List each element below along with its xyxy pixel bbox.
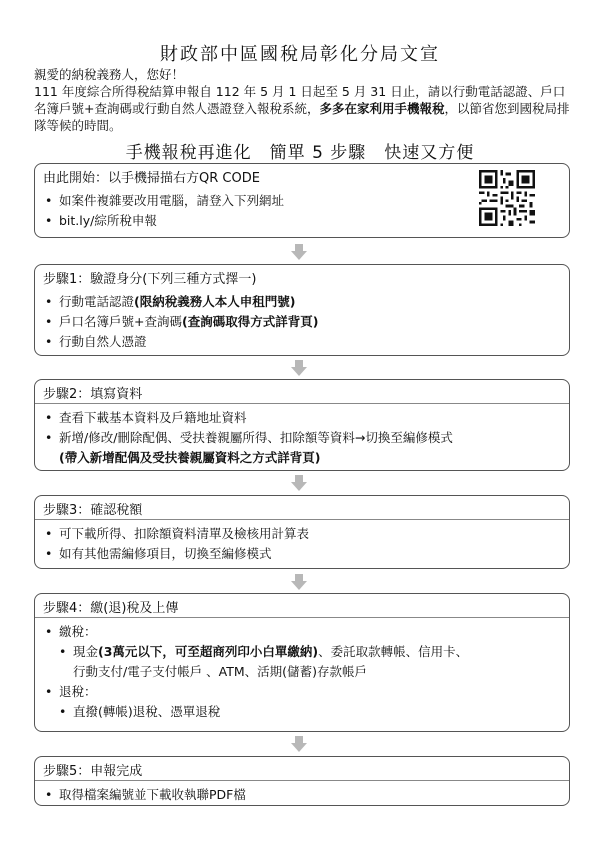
- step2-list: [35, 404, 569, 468]
- down-arrow-icon: [291, 574, 307, 590]
- list-item: • 查看下載基本資料及戶籍地址資料: [45, 408, 569, 428]
- down-arrow-icon: [291, 475, 307, 491]
- step4-list: [35, 618, 569, 722]
- headline: 手機報稅再進化 簡單 5 步驟 快速又方便: [125, 143, 475, 163]
- step2-heading: 步驟2：填寫資料: [43, 387, 143, 402]
- start-box: [34, 163, 570, 238]
- list-item: • 如有其他需編修項目，切換至編修模式: [45, 544, 569, 564]
- list-item[interactable]: • bit.ly/綜所稅申報: [45, 211, 569, 231]
- step3-list: [35, 520, 569, 564]
- list-item: • 繳稅：: [45, 622, 569, 642]
- list-item: • 退稅：: [45, 682, 569, 702]
- item-text: 現金: [73, 644, 99, 659]
- step3-box: [34, 495, 570, 569]
- down-arrow-icon: [291, 360, 307, 376]
- greeting: 親愛的納稅義務人，您好！: [34, 67, 185, 82]
- step5-list: [35, 781, 569, 805]
- step1-list: [35, 288, 569, 352]
- item-text: 戶口名簿戶號+查詢碼: [59, 314, 182, 329]
- step1-box: [34, 264, 570, 356]
- intro-body: [34, 83, 574, 134]
- list-item: • 新增/修改/刪除配偶、受扶養親屬所得、扣除額等資料→切換至編修模式: [45, 428, 569, 448]
- down-arrow-icon: [291, 736, 307, 752]
- step3-heading: 步驟3：確認稅額: [43, 503, 143, 518]
- item-bold: (限納稅義務人本人申租門號): [134, 294, 296, 309]
- list-item: [45, 312, 569, 332]
- list-item: • 如案件複雜要改用電腦，請登入下列網址: [45, 191, 569, 211]
- intro-body-bold: 多多在家利用手機報稅: [319, 101, 445, 116]
- list-item: [45, 292, 569, 312]
- list-item: • 行動自然人憑證: [45, 332, 569, 352]
- step4-heading: 步驟4：繳(退)稅及上傳: [43, 601, 179, 616]
- list-item-continuation: 行動支付/電子支付帳戶 、ATM、活期(儲蓄)存款帳戶: [73, 664, 367, 679]
- qr-code-icon[interactable]: [479, 170, 535, 226]
- step5-heading: 步驟5：申報完成: [43, 764, 143, 779]
- intro-body-text: 111 年度綜合所得稅結算申報自 112 年 5 月 1 日起至 5 月 31 日止，請以行動電話認證、戶口名簿戶號+查詢碼或行動自然人憑證登入報稅系統，: [34, 84, 566, 116]
- list-item-sub: • 直撥(轉帳)退稅、憑單退稅: [45, 702, 569, 722]
- down-arrow-icon: [291, 244, 307, 260]
- list-item-sub: [45, 642, 569, 662]
- step4-box: [34, 593, 570, 732]
- item-text: 行動電話認證: [59, 294, 135, 309]
- item-bold: (3萬元以下，可至超商列印小白單繳納): [98, 644, 319, 659]
- intro-body-text-end: ，以節省您到國稅局排隊等候的時間。: [34, 101, 570, 133]
- step5-box: [34, 756, 570, 806]
- step2-box: [34, 379, 570, 471]
- intro-paragraph: [34, 66, 574, 134]
- list-item-continuation: (帶入新增配偶及受扶養親屬資料之方式詳背頁): [59, 450, 321, 465]
- page-title: 財政部中區國稅局彰化分局文宣: [160, 44, 440, 65]
- list-item: • 取得檔案編號並下載收執聯PDF檔: [45, 785, 569, 805]
- item-bold: (查詢碼取得方式詳背頁): [181, 314, 319, 329]
- item-text: 、委託取款轉帳、信用卡、: [318, 644, 469, 659]
- start-heading: 由此開始：以手機掃描右方QR CODE: [43, 171, 260, 186]
- list-item: • 可下載所得、扣除額資料清單及檢核用計算表: [45, 524, 569, 544]
- step1-heading: 步驟1：驗證身分(下列三種方式擇一): [43, 272, 257, 287]
